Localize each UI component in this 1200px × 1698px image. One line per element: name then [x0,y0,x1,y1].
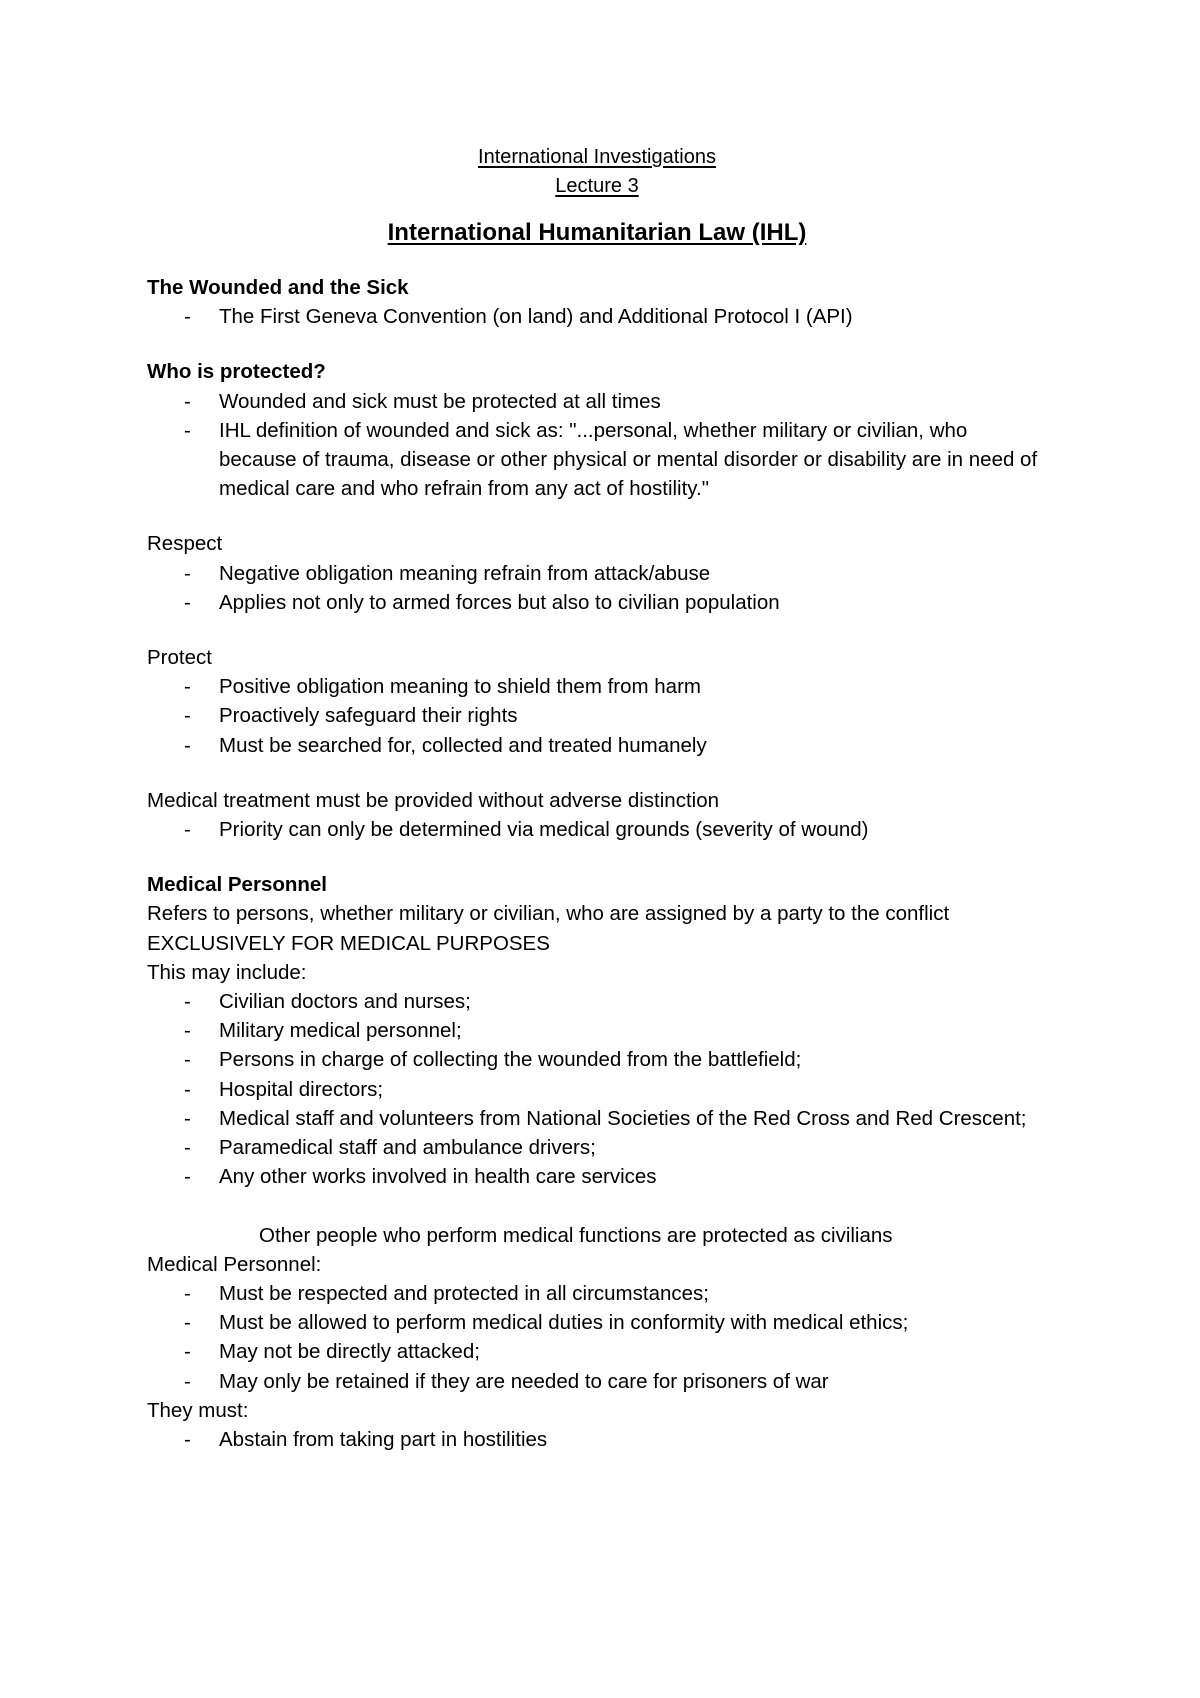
other-note: Other people who perform medical functions are protected as civilians [259,1223,893,1247]
bullet-list [147,1425,1047,1454]
list-item: - Must be searched for, collected and treated humanely [184,733,707,757]
bullet-list [147,387,1047,504]
section-respect [147,529,1047,617]
section-heading: Medical Personnel [147,873,328,897]
list-item: - Medical staff and volunteers from National Societies of the Red Cross and Red Crescent; [184,1106,1027,1130]
section-medical-treatment [147,786,1047,844]
list-item: - Military medical personnel; [184,1019,462,1043]
list-item: - Must be respected and protected in all circumstances; [184,1282,709,1306]
list-item: - Any other works involved in health care services [184,1165,657,1189]
list-item: - May only be retained if they are needed to care for prisoners of war [184,1369,829,1393]
list-item: - Priority can only be determined via medical grounds (severity of wound) [184,818,869,842]
bullet-list [147,302,1047,331]
bullet-list [147,1279,1047,1396]
list-item: - Must be allowed to perform medical duties in conformity with medical ethics; [184,1311,909,1335]
section-heading: The Wounded and the Sick [147,276,409,299]
section-heading: Protect [147,646,212,670]
bullet-list [147,987,1047,1191]
bullet-list [147,672,1047,760]
course-title: International Investigations [478,146,716,168]
must-label: They must: [147,1398,249,1422]
list-item: - Applies not only to armed forces but also to civilian population [184,590,780,614]
list-item: - Persons in charge of collecting the wounded from the battlefield; [184,1048,802,1072]
section-medical-personnel [147,870,1047,1454]
list-item: - Wounded and sick must be protected at all times [184,389,661,413]
bullet-list [147,815,1047,844]
bullet-list [147,559,1047,617]
section-who-protected [147,357,1047,503]
section-heading: Respect [147,532,223,556]
list-item: - IHL definition of wounded and sick as: "...personal, whether military or civilian, who because of trauma, disease or other physical or mental disorder or disability are in need of medical care and who refrain from any act of hostility." [184,418,1038,501]
page-title: International Humanitarian Law (IHL) [387,219,807,246]
list-item: - May not be directly attacked; [184,1340,480,1364]
personnel-definition: Refers to persons, whether military or civilian, who are assigned by a party to the conflict EXCLUSIVELY FOR MEDICAL PURPOSES [147,902,950,955]
list-item: - Positive obligation meaning to shield them from harm [184,675,701,699]
list-item: - Paramedical staff and ambulance drivers; [184,1136,596,1160]
document-page [147,143,1047,1454]
list-item: - Proactively safeguard their rights [184,704,518,728]
section-protect [147,643,1047,760]
section-heading: Who is protected? [147,360,326,384]
list-item: - Hospital directors; [184,1077,384,1101]
list-item: - The First Geneva Convention (on land) and Additional Protocol I (API) [184,305,853,329]
list-item: - Abstain from taking part in hostilities [184,1428,548,1452]
list-item: - Negative obligation meaning refrain from attack/abuse [184,561,711,585]
rules-label: Medical Personnel: [147,1252,322,1276]
section-heading: Medical treatment must be provided without adverse distinction [147,788,720,812]
lecture-number: Lecture 3 [555,175,639,197]
list-item: - Civilian doctors and nurses; [184,990,471,1014]
include-label: This may include: [147,960,307,984]
section-wounded [147,273,1047,331]
